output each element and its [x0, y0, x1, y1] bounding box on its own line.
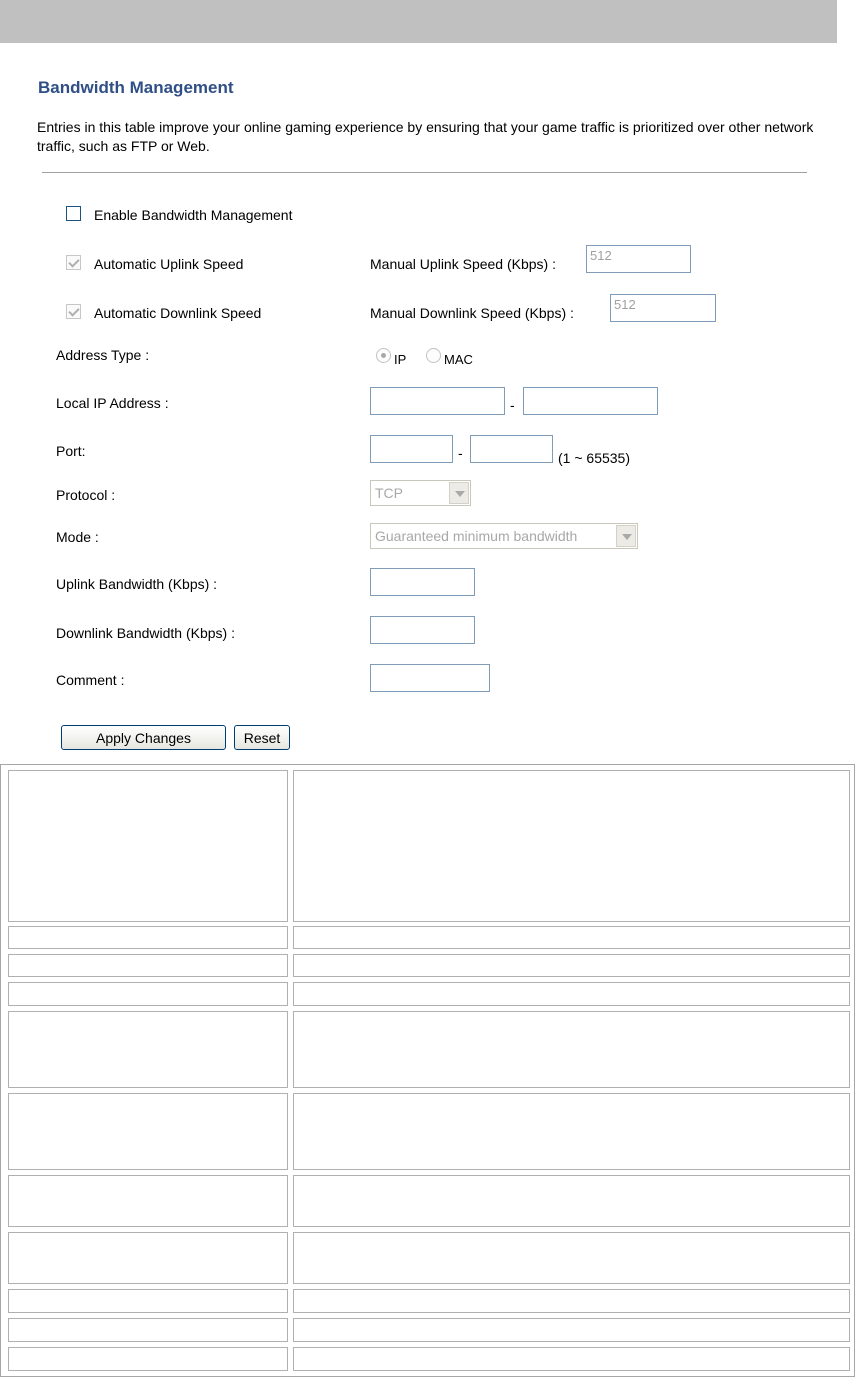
table-cell: [8, 1093, 288, 1170]
table-cell: [293, 1318, 850, 1342]
address-type-ip-label: IP: [394, 352, 407, 367]
mode-select[interactable]: [370, 523, 638, 549]
comment-label: Comment :: [56, 672, 125, 688]
table-cell: [293, 1093, 850, 1170]
table-cell: [8, 1175, 288, 1227]
table-cell: [293, 1232, 850, 1284]
table-cell: [8, 1011, 288, 1088]
port-range-hint: (1 ~ 65535): [558, 450, 630, 466]
ip-range-separator: -: [510, 397, 515, 413]
downlink-bandwidth-label: Downlink Bandwidth (Kbps) :: [56, 625, 235, 641]
mode-label: Mode :: [56, 529, 99, 545]
table-cell: [8, 1347, 288, 1371]
chevron-down-icon: [616, 525, 636, 547]
protocol-label: Protocol :: [56, 487, 116, 503]
manual-uplink-input[interactable]: 512: [586, 245, 691, 273]
table-cell: [293, 770, 850, 922]
enable-bandwidth-checkbox[interactable]: [66, 206, 81, 221]
table-cell: [8, 1318, 288, 1342]
table-cell: [293, 1175, 850, 1227]
table-cell: [293, 1011, 850, 1088]
protocol-selected-value: TCP: [375, 485, 403, 501]
port-start-input[interactable]: [370, 435, 453, 463]
address-type-label: Address Type :: [56, 347, 150, 363]
table-cell: [293, 1289, 850, 1313]
page-description: Entries in this table improve your online gaming experience by ensuring that your game traffic is prioritized over other network traffic, such as FTP or Web.: [37, 119, 814, 154]
manual-downlink-input[interactable]: 512: [610, 294, 716, 322]
manual-uplink-label: Manual Uplink Speed (Kbps) :: [370, 256, 556, 272]
address-type-ip-radio[interactable]: [376, 348, 391, 363]
table-cell: [8, 1289, 288, 1313]
port-end-input[interactable]: [470, 435, 553, 463]
downlink-bandwidth-input[interactable]: [370, 616, 475, 644]
table-cell: [8, 1232, 288, 1284]
auto-downlink-checkbox[interactable]: [66, 304, 81, 319]
protocol-select[interactable]: [370, 480, 471, 506]
port-range-separator: -: [458, 445, 463, 461]
table-cell: [293, 954, 850, 977]
table-cell: [8, 954, 288, 977]
auto-uplink-label: Automatic Uplink Speed: [94, 256, 244, 272]
auto-uplink-checkbox[interactable]: [66, 255, 81, 270]
reset-button[interactable]: Reset: [234, 725, 290, 750]
table-cell: [8, 770, 288, 922]
local-ip-start-input[interactable]: [370, 387, 505, 415]
bandwidth-rules-table: [0, 764, 855, 1377]
mode-selected-value: Guaranteed minimum bandwidth: [375, 528, 578, 544]
table-cell: [8, 982, 288, 1006]
manual-downlink-label: Manual Downlink Speed (Kbps) :: [370, 305, 574, 321]
local-ip-label: Local IP Address :: [56, 395, 169, 411]
chevron-down-icon: [449, 482, 469, 504]
section-divider: [42, 172, 807, 173]
uplink-bandwidth-label: Uplink Bandwidth (Kbps) :: [56, 576, 218, 592]
apply-changes-button[interactable]: Apply Changes: [61, 725, 226, 750]
table-cell: [8, 926, 288, 949]
table-cell: [293, 926, 850, 949]
table-cell: [293, 982, 850, 1006]
table-cell: [293, 1347, 850, 1371]
page-title: Bandwidth Management: [38, 78, 234, 97]
port-label: Port:: [56, 443, 86, 459]
comment-input[interactable]: [370, 664, 490, 692]
uplink-bandwidth-input[interactable]: [370, 568, 475, 596]
auto-downlink-label: Automatic Downlink Speed: [94, 305, 262, 321]
enable-bandwidth-label: Enable Bandwidth Management: [94, 207, 293, 223]
top-banner: [0, 0, 837, 43]
address-type-mac-radio[interactable]: [426, 348, 441, 363]
address-type-mac-label: MAC: [444, 352, 473, 367]
local-ip-end-input[interactable]: [523, 387, 658, 415]
